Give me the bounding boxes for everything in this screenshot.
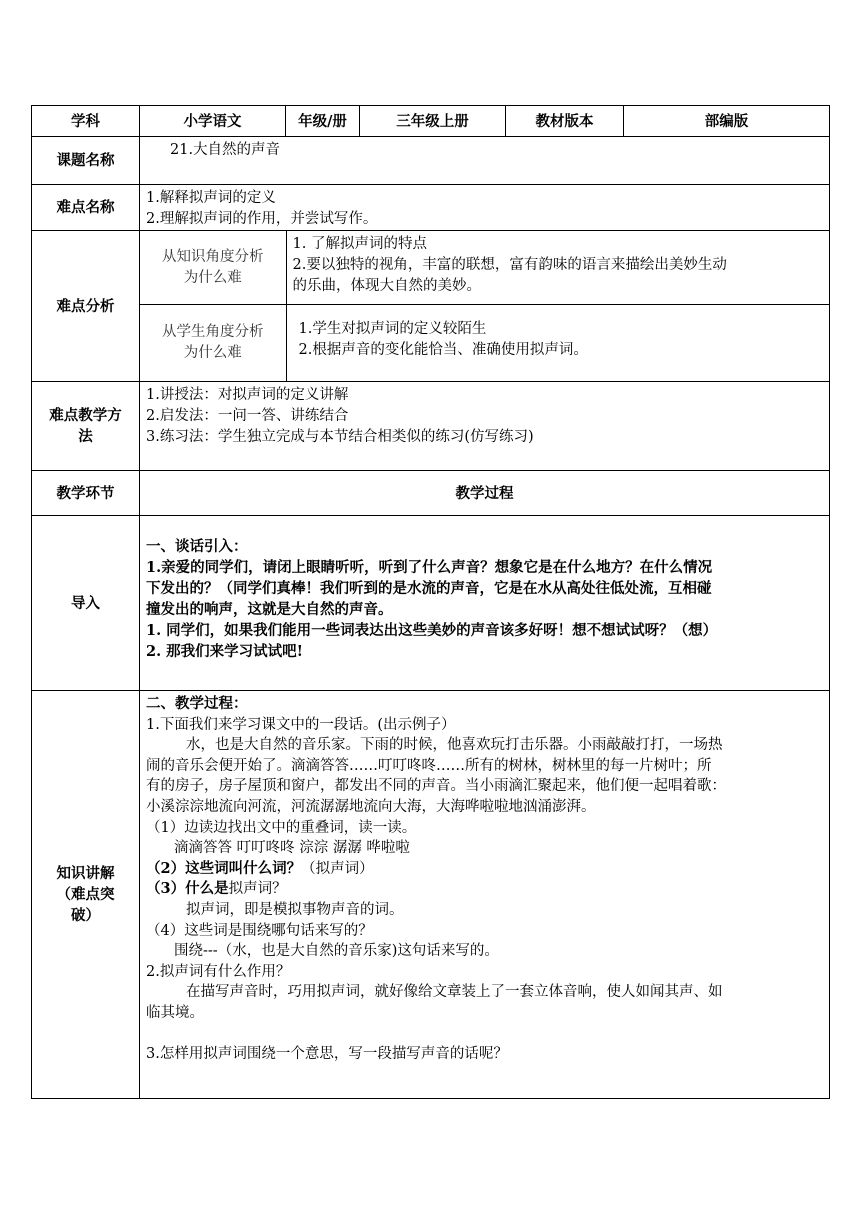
topic-label: 课题名称 — [32, 137, 140, 185]
analysis-row — [32, 231, 830, 382]
passage-line-2: 闹的音乐会便开始了。滴滴答答……叮叮咚咚……所有的树林，树林里的每一片树叶；所 — [146, 757, 712, 774]
lesson-plan-page — [31, 105, 829, 1099]
methods-row — [32, 382, 830, 471]
process-label: 教学过程 — [140, 471, 830, 516]
grade-value: 三年级上册 — [360, 106, 506, 137]
knowledge-angle-content — [286, 231, 829, 305]
intro-row — [32, 516, 830, 691]
intro-line-2: 下发出的？（同学们真棒！我们听到的是水流的声音，它是在水从高处往低处流，互相碰 — [146, 580, 712, 597]
question-1: （1）边读边找出文中的重叠词，读一读。 — [146, 819, 417, 836]
student-angle-content — [286, 305, 829, 381]
knowledge-angle-line-1: 1. 了解拟声词的特点 — [292, 236, 427, 252]
question-2: （2）这些词叫什么词？ — [146, 859, 302, 877]
function-line-1: 在描写声音时，巧用拟声词，就好像给文章装上了一套立体音响，使人如闻其声、如 — [186, 984, 723, 1001]
header-row — [32, 106, 830, 137]
knowledge-line-2: 2.拟声词有什么作用？ — [146, 963, 291, 980]
knowledge-label-1: 知识讲解 — [56, 865, 115, 882]
intro-line-3: 撞发出的响声，这就是大自然的声音。 — [146, 601, 393, 618]
difficulty-line-1: 1.解释拟声词的定义 — [146, 190, 276, 206]
topic-value: 21.大自然的声音 — [140, 137, 830, 185]
difficulty-label: 难点名称 — [32, 185, 140, 231]
process-header-row — [32, 471, 830, 516]
edition-value: 部编版 — [624, 106, 830, 137]
student-angle-label-1: 从学生角度分析 — [162, 324, 264, 341]
knowledge-row — [32, 691, 830, 1099]
knowledge-angle-line-3: 的乐曲，体现大自然的美妙。 — [292, 278, 481, 294]
knowledge-angle-label-1: 从知识角度分析 — [162, 248, 264, 265]
knowledge-angle-label — [140, 231, 286, 305]
difficulty-line-2: 2.理解拟声词的作用，并尝试写作。 — [146, 211, 378, 227]
analysis-label: 难点分析 — [32, 231, 140, 382]
subject-value: 小学语文 — [140, 106, 286, 137]
question-4: （4）这些词是围绕哪句话来写的？ — [146, 922, 373, 939]
passage-line-1: 水，也是大自然的音乐家。下雨的时候，他喜欢玩打击乐器。小雨敲敲打打，一场热 — [186, 737, 723, 754]
knowledge-angle-line-2: 2.要以独特的视角，丰富的联想，富有韵味的语言来描绘出美妙生动 — [292, 257, 727, 273]
subject-label: 学科 — [32, 106, 140, 137]
intro-label: 导入 — [32, 516, 140, 691]
stage-label: 教学环节 — [32, 471, 140, 516]
question-4-answer: 围绕---（水，也是大自然的音乐家)这句话来写的。 — [174, 943, 499, 960]
knowledge-angle-label-2: 为什么难 — [183, 269, 242, 286]
intro-line-5: 2. 那我们来学习试试吧! — [146, 643, 304, 660]
student-angle-label — [140, 305, 286, 381]
method-line-3: 3.练习法：学生独立完成与本节结合相类似的练习(仿写练习) — [146, 429, 534, 445]
knowledge-label — [32, 691, 140, 1099]
passage-line-3: 有的房子，房子屋顶和窗户，都发出不同的声音。当小雨滴汇聚起来，他们便一起唱着歌： — [146, 778, 726, 795]
student-angle-line-2: 2.根据声音的变化能恰当、准确使用拟声词。 — [298, 342, 588, 359]
methods-label-1: 难点教学方 — [49, 407, 122, 424]
question-3: （3）什么是 — [146, 880, 229, 898]
knowledge-line-3: 3.怎样用拟声词围绕一个意思，写一段描写声音的话呢？ — [146, 1046, 508, 1063]
method-line-2: 2.启发法：一问一答、讲练结合 — [146, 408, 349, 424]
knowledge-label-2: （难点突 — [56, 886, 115, 903]
question-3-tail: 拟声词？ — [228, 881, 287, 898]
question-1-answer: 滴滴答答 叮叮咚咚 淙淙 潺潺 哗啦啦 — [174, 840, 410, 857]
method-line-1: 1.讲授法：对拟声词的定义讲解 — [146, 387, 349, 403]
difficulty-row — [32, 185, 830, 231]
student-angle-label-2: 为什么难 — [183, 345, 242, 362]
topic-row — [32, 137, 830, 185]
student-angle-line-1: 1.学生对拟声词的定义较陌生 — [298, 321, 487, 338]
knowledge-content — [140, 691, 830, 1099]
knowledge-line-1: 1.下面我们来学习课文中的一段话。(出示例子） — [146, 716, 456, 733]
knowledge-heading: 二、教学过程： — [146, 695, 248, 712]
question-3-answer: 拟声词，即是模拟事物声音的词。 — [186, 901, 404, 918]
intro-line-1: 1.亲爱的同学们，请闭上眼睛听听，听到了什么声音？想象它是在什么地方？在什么情况 — [146, 559, 713, 576]
knowledge-label-3: 破） — [71, 907, 100, 924]
methods-label-2: 法 — [78, 428, 93, 445]
function-line-2: 临其境。 — [146, 1004, 204, 1021]
passage-line-4: 小溪淙淙地流向河流，河流潺潺地流向大海，大海哗啦啦地汹涌澎湃。 — [146, 798, 596, 815]
question-2-answer: （拟声词） — [301, 860, 374, 877]
edition-label: 教材版本 — [506, 106, 624, 137]
analysis-inner-table — [140, 231, 829, 381]
grade-label: 年级/册 — [286, 106, 360, 137]
methods-label — [32, 382, 140, 471]
lesson-plan-table — [31, 105, 830, 1099]
intro-line-4: 1. 同学们，如果我们能用一些词表达出这些美妙的声音该多好呀！想不想试试呀？（想） — [146, 622, 718, 639]
intro-heading: 一、谈话引入： — [146, 538, 248, 555]
